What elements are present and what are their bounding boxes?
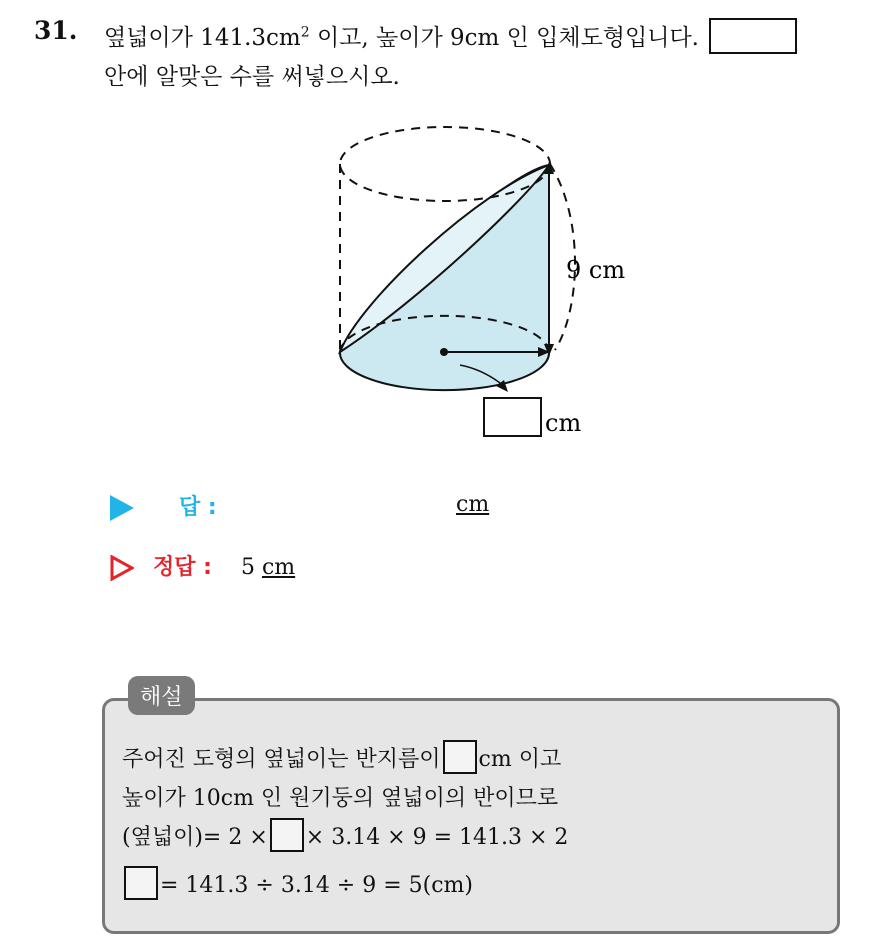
correct-unit: cm xyxy=(261,555,296,580)
explanation-line4-post: = 141.3 ÷ 3.14 ÷ 9 = 5(cm) xyxy=(160,873,473,898)
question-text-line2: 안에 알맞은 수를 써넣으시오. xyxy=(104,64,400,90)
height-label: 9 cm xyxy=(566,256,626,284)
explanation-line3 xyxy=(122,818,568,852)
explanation-line1-post: cm 이고 xyxy=(478,747,562,772)
answer-row xyxy=(110,490,217,521)
explanation-line2: 높이가 10cm 인 원기둥의 옆넓이의 반이므로 xyxy=(122,786,559,811)
explanation-tag: 해설 xyxy=(128,676,195,715)
correct-value: 5 xyxy=(240,555,255,580)
superscript: 2 xyxy=(300,24,310,41)
explanation-line3-pre: (옆넓이)= 2 × xyxy=(122,825,268,850)
question-text-post: 이고, 높이가 9cm 인 입체도형입니다. xyxy=(309,25,699,51)
question-number: 31. xyxy=(34,16,78,45)
radius-box[interactable] xyxy=(484,398,541,436)
explanation-line3-post: × 3.14 × 9 = 141.3 × 2 xyxy=(305,825,569,850)
question-text-line1 xyxy=(104,18,797,54)
blank-box xyxy=(270,818,304,852)
cylinder-figure xyxy=(300,110,640,450)
explanation-line4 xyxy=(122,866,473,900)
answer-unit[interactable]: cm xyxy=(456,492,490,517)
explanation-line1 xyxy=(122,740,561,774)
explanation-line1-pre: 주어진 도형의 옆넓이는 반지름이 xyxy=(122,747,441,772)
play-icon xyxy=(110,495,134,521)
play-outline-icon xyxy=(110,555,134,581)
correct-row xyxy=(110,550,295,581)
answer-label: 답 : xyxy=(179,495,217,520)
blank-box xyxy=(124,866,158,900)
radius-unit: cm xyxy=(545,409,582,437)
correct-label: 정답 : xyxy=(153,555,212,580)
question-text-pre: 옆넓이가 141.3cm xyxy=(104,25,301,51)
answer-box[interactable] xyxy=(709,18,797,54)
blank-box xyxy=(443,740,477,774)
